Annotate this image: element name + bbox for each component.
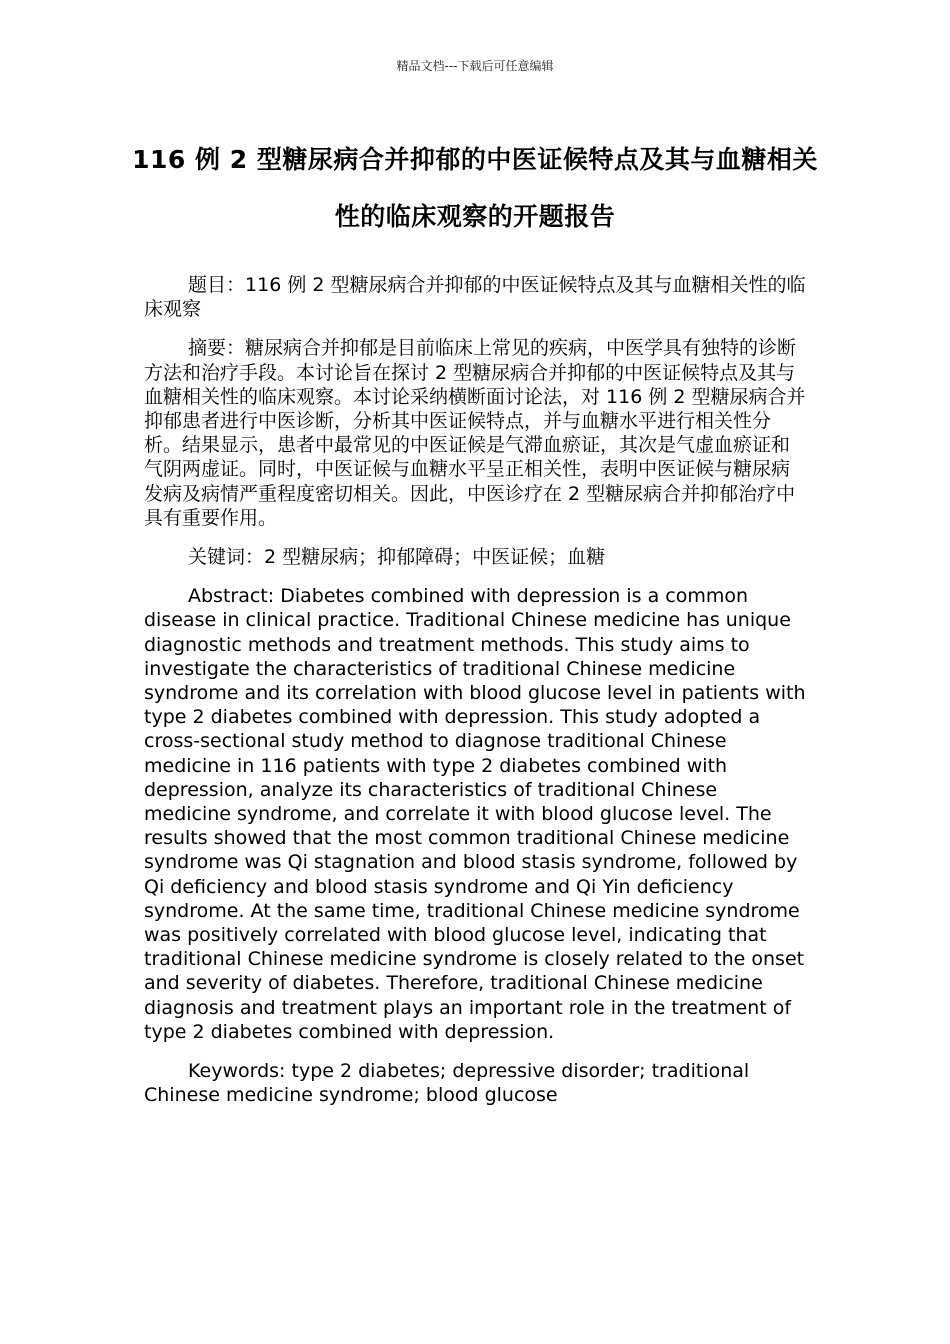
keywords-en-paragraph [144, 1059, 806, 1107]
abstract-en-label: Abstract: [188, 585, 281, 608]
keywords-cn-label: 关键词： [188, 546, 265, 569]
keywords-cn-paragraph [144, 545, 806, 569]
keywords-en-text: type 2 diabetes; depressive disorder; traditional Chinese medicine syndrome; blood glucose [144, 1060, 750, 1107]
abstract-cn-paragraph [144, 336, 806, 530]
abstract-en-paragraph [144, 584, 806, 1044]
header-note: 精品文档---下载后可任意编辑 [396, 59, 554, 73]
document-title: 116 例 2 型糖尿病合并抑郁的中医证候特点及其与血糖相关性的临床观察的开题报告 [132, 145, 818, 231]
document-body [144, 273, 806, 1123]
subject-label: 题目： [188, 274, 246, 296]
abstract-en-text: Diabetes combined with depression is a common disease in clinical practice. Traditional Chinese medicine has unique diagnostic methods and treatment methods. This study aims to investigate the characteristics of traditional Chinese medicine syndrome and its correlation with blood glucose level in patients with type 2 diabetes combined with depression. This study adopted a cross-sectional study method to diagnose traditional Chinese medicine in 116 patients with type 2 diabetes combined with depression, analyze its characteristics of traditional Chinese medicine syndrome, and correlate it with blood glucose level. The results showed that the most common traditional Chinese medicine syndrome was Qi stagnation and blood stasis syndrome, followed by Qi deficiency and blood stasis syndrome and Qi Yin deficiency syndrome. At the same time, traditional Chinese medicine syndrome was positively correlated with blood glucose level, indicating that traditional Chinese medicine syndrome is closely related to the onset and severity of diabetes. Therefore, traditional Chinese medicine diagnosis and treatment plays an important role in the treatment of type 2 diabetes combined with depression. [144, 585, 806, 1043]
keywords-en-label: Keywords: [188, 1060, 292, 1083]
abstract-cn-label: 摘要： [188, 337, 246, 360]
subject-text: 116 例 2 型糖尿病合并抑郁的中医证候特点及其与血糖相关性的临床观察 [144, 274, 806, 321]
abstract-cn-text: 糖尿病合并抑郁是目前临床上常见的疾病，中医学具有独特的诊断方法和治疗手段。本讨论旨在探讨 2 型糖尿病合并抑郁的中医证候特点及其与血糖相关性的临床观察。本讨论采纳横断面讨论法，对 116 例 2 型糖尿病合并抑郁患者进行中医诊断，分析其中医证候特点，并与血糖水平进行相关性分析。结果显示，患者中最常见的中医证候是气滞血瘀证，其次是气虚血瘀证和气阴两虚证。同时，中医证候与血糖水平呈正相关性，表明中医证候与糖尿病发病及病情严重程度密切相关。因此，中医诊疗在 2 型糖尿病合并抑郁治疗中具有重要作用。 [144, 337, 806, 529]
keywords-cn-text: 2 型糖尿病；抑郁障碍；中医证候；血糖 [264, 546, 606, 569]
subject-paragraph [144, 273, 806, 321]
